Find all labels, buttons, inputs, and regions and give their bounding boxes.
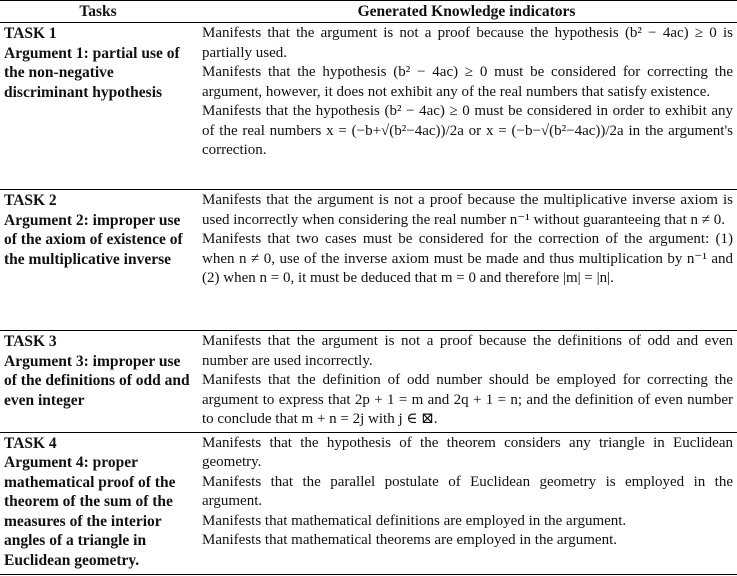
- task-label: TASK 3: [4, 333, 57, 350]
- indicators-cell: [196, 23, 737, 190]
- task-cell: [0, 23, 196, 190]
- task-row: [0, 190, 737, 331]
- task-row: [0, 23, 737, 190]
- indicator-text: Manifests that two cases must be considered for the correction of the argument: (1) when n ≠ 0, use of the inverse axiom must be made and thus multiplication by n⁻¹ and (2) when n = 0, it must be deduced that m = 0 and therefore |m| = |n|.: [202, 231, 733, 286]
- indicator-text: Manifests that the argument is not a proof because the hypothesis (b² − 4ac) ≥ 0 is partially used.: [202, 25, 733, 61]
- header-indicators: Generated Knowledge indicators: [196, 1, 737, 23]
- task-label: TASK 4: [4, 434, 57, 452]
- task-label: TASK 1: [4, 25, 57, 42]
- task-cell: [0, 331, 196, 433]
- task-cell: [0, 432, 196, 574]
- task-cell: [0, 190, 196, 331]
- task-row: [0, 331, 737, 433]
- indicators-cell: [196, 331, 737, 433]
- indicator-text: Manifests that the parallel postulate of Euclidean geometry is employed in the argument.: [202, 473, 733, 509]
- indicator-text: Manifests that mathematical definitions are employed in the argument.: [202, 512, 627, 529]
- header-tasks: Tasks: [0, 1, 196, 23]
- indicator-text: Manifests that mathematical theorems are employed in the argument.: [202, 532, 618, 548]
- argument-label: Argument 1: partial use of the non-negative discriminant hypothesis: [4, 44, 180, 101]
- indicators-cell: [196, 190, 737, 331]
- task-row: [0, 432, 737, 574]
- header-row: [0, 1, 737, 23]
- indicator-text: Manifests that the definition of odd number should be employed for correcting the argument to express that 2p + 1 = m and 2q + 1 = n; and the definition of even number to conclude that m + n = 2j with j ∈ ⊠.: [202, 372, 733, 427]
- indicator-text: Manifests that the argument is not a proof because the definitions of odd and even number are used incorrectly.: [202, 333, 733, 369]
- argument-label: Argument 3: improper use of the definitions of odd and even integer: [4, 352, 190, 409]
- indicator-text: Manifests that the hypothesis of the theorem considers any triangle in Euclidean geometry.: [202, 434, 733, 470]
- argument-label: Argument 2: improper use of the axiom of existence of the multiplicative inverse: [4, 211, 183, 268]
- indicator-text: Manifests that the argument is not a proof because the multiplicative inverse axiom is used incorrectly when considering the real number n⁻¹ without guaranteeing that n ≠ 0.: [202, 192, 733, 228]
- indicators-cell: [196, 432, 737, 574]
- argument-label: Argument 4: proper mathematical proof of the theorem of the sum of the measures of the interior angles of a triangle in Euclidean geometry.: [4, 454, 176, 569]
- indicator-text: Manifests that the hypothesis (b² − 4ac) ≥ 0 must be considered in order to exhibit any of the real numbers x = (−b+√(b²−4ac))/2a or x = (−b−√(b²−4ac))/2a in the argument's correction.: [202, 103, 733, 158]
- task-label: TASK 2: [4, 192, 57, 209]
- indicator-text: Manifests that the hypothesis (b² − 4ac) ≥ 0 must be considered for correcting the argument, however, it does not exhibit any of the real numbers that satisfy existence.: [202, 64, 733, 100]
